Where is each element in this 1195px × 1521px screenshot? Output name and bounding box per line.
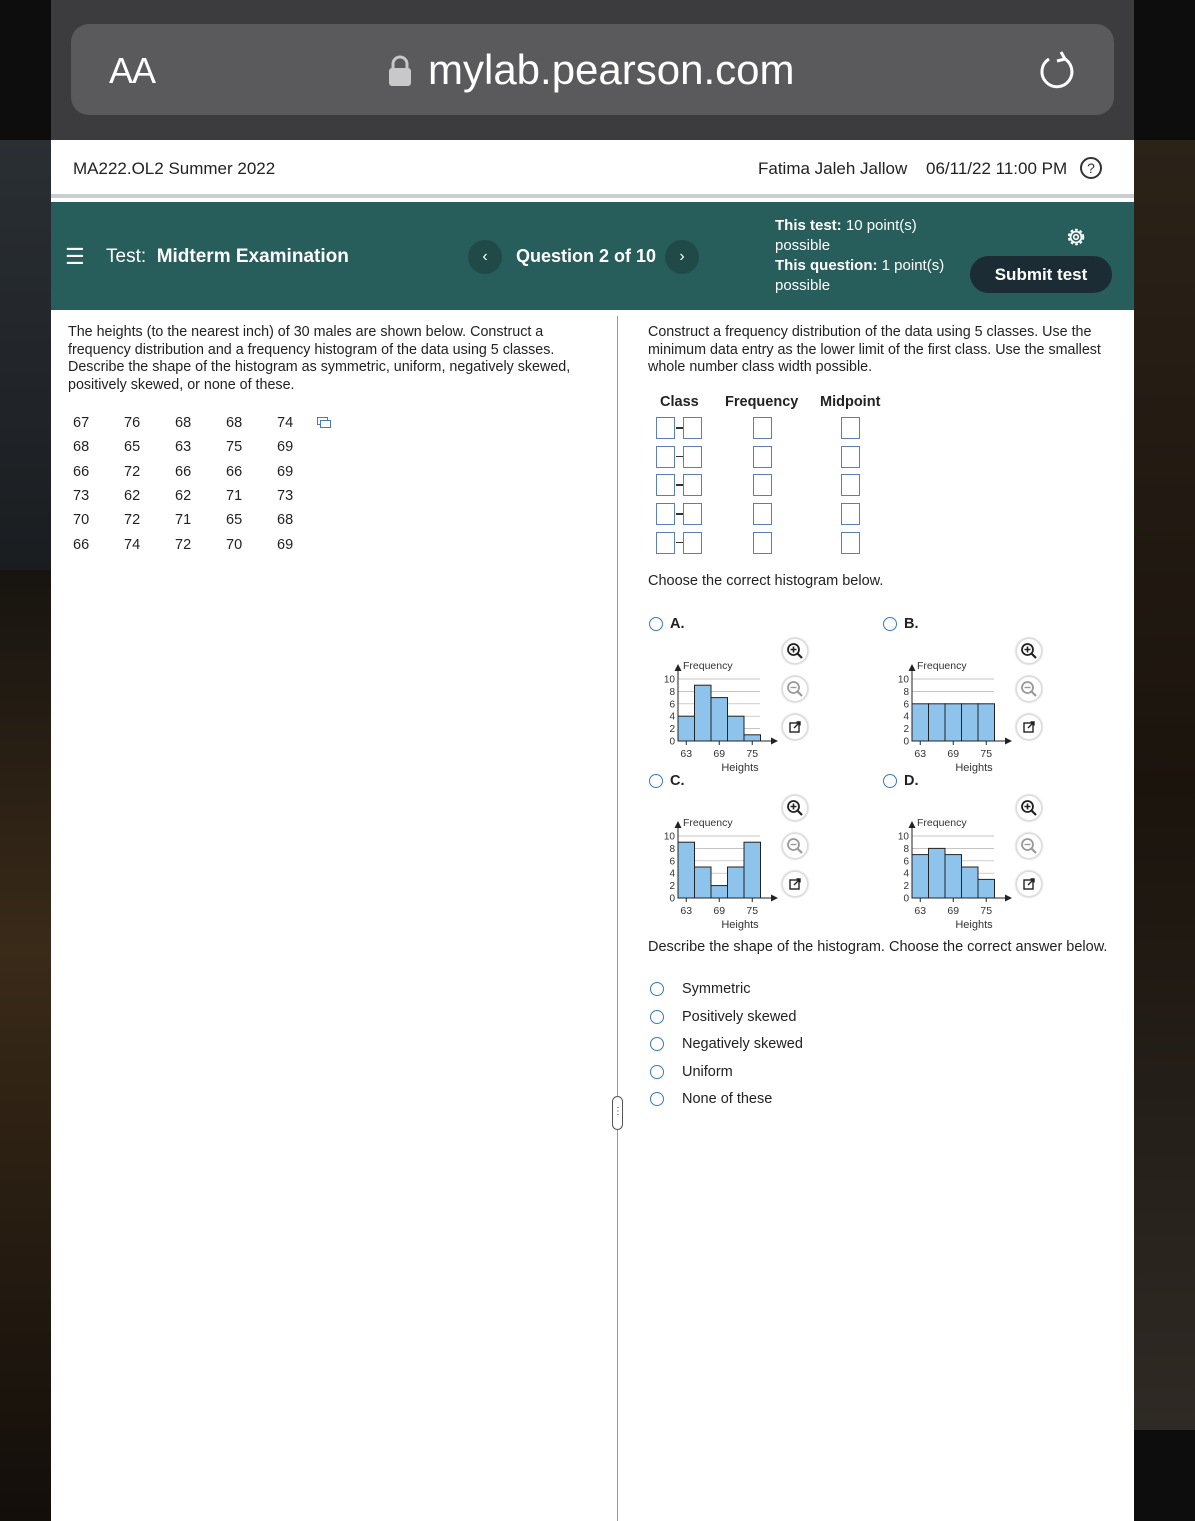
zoom-out-glyph (783, 834, 807, 858)
y-axis-arrow (909, 821, 916, 828)
zoom-out-icon[interactable] (1016, 833, 1042, 859)
histogram-bar (962, 867, 979, 898)
gear-icon[interactable] (1065, 226, 1087, 248)
frequency-header: Frequency (725, 394, 799, 410)
x-tick-label: 69 (947, 905, 960, 917)
data-cell: 74 (277, 415, 294, 432)
answer-label[interactable]: Positively skewed (682, 1008, 797, 1025)
address-bar[interactable] (71, 24, 1114, 115)
course-bar (51, 140, 1134, 198)
data-cell: 73 (73, 488, 90, 505)
next-question-button[interactable]: › (665, 240, 699, 274)
x-axis-arrow (1005, 738, 1012, 745)
class-lower-input[interactable] (656, 474, 675, 496)
chart-title: Frequency (917, 660, 967, 672)
popout-icon[interactable] (782, 871, 808, 897)
y-tick-label: 4 (903, 868, 909, 880)
histogram-bar (945, 855, 962, 898)
x-axis-label: Heights (721, 919, 759, 931)
frequency-instructions: Construct a frequency distribution of the data using 5 classes. Use the minimum data entry as the lower limit of the first class. Use the smallest whole number class width possible. (648, 324, 1101, 376)
y-tick-label: 4 (669, 711, 675, 723)
user-name: Fatima Jaleh Jallow (758, 159, 908, 178)
histogram-bar (678, 842, 695, 898)
histogram-bar (929, 848, 946, 898)
answer-label[interactable]: Uniform (682, 1063, 733, 1080)
histogram-bar (728, 716, 745, 741)
data-cell: 65 (124, 439, 141, 456)
y-tick-label: 4 (669, 868, 675, 880)
answer-label[interactable]: Negatively skewed (682, 1036, 803, 1053)
class-upper-input[interactable] (683, 532, 702, 554)
class-upper-input[interactable] (683, 503, 702, 525)
background-left-lower (0, 570, 51, 1521)
this-question-value: 1 point(s) possible (775, 257, 945, 294)
data-cell: 75 (226, 439, 243, 456)
x-tick-label: 75 (980, 905, 993, 917)
y-tick-label: 10 (663, 831, 675, 843)
histogram-option-radio[interactable] (649, 774, 663, 788)
help-icon[interactable]: ? (1080, 157, 1102, 179)
histogram-option-letter[interactable]: A. (670, 616, 685, 632)
x-tick-label: 63 (914, 748, 927, 760)
question-label[interactable]: Question 2 of 10 (516, 246, 657, 266)
class-header: Class (660, 394, 699, 410)
data-cell: 68 (175, 415, 192, 432)
data-cell: 71 (175, 512, 192, 529)
midpoint-input[interactable] (841, 532, 860, 554)
frequency-input[interactable] (753, 532, 772, 554)
frequency-input[interactable] (753, 417, 772, 439)
data-cell: 66 (73, 463, 90, 480)
data-cell: 68 (73, 439, 90, 456)
data-row (70, 412, 323, 434)
y-axis-arrow (675, 821, 682, 828)
data-row (70, 485, 323, 507)
data-row (70, 533, 323, 555)
popout-icon[interactable] (1016, 714, 1042, 740)
background-right (1134, 140, 1195, 1430)
x-axis-label: Heights (955, 762, 993, 774)
popout-icon[interactable] (1016, 871, 1042, 897)
histogram-bar (978, 704, 995, 741)
y-tick-label: 2 (669, 724, 675, 736)
zoom-in-icon[interactable] (782, 795, 808, 821)
zoom-out-glyph (1017, 834, 1041, 858)
histogram-bar (711, 886, 728, 898)
data-cell: 62 (124, 488, 141, 505)
y-tick-label: 0 (669, 736, 675, 748)
class-upper-input[interactable] (683, 474, 702, 496)
histogram-bar (711, 698, 728, 741)
popout-glyph (1017, 872, 1041, 896)
zoom-in-icon[interactable] (1016, 638, 1042, 664)
histogram-bar (744, 842, 761, 898)
histogram-option-letter[interactable]: B. (904, 616, 919, 632)
lock-icon (388, 55, 412, 87)
y-tick-label: 4 (903, 711, 909, 723)
histogram-chart (883, 633, 1013, 774)
x-tick-label: 75 (980, 748, 993, 760)
class-dash (676, 542, 683, 544)
answer-label[interactable]: Symmetric (682, 981, 751, 997)
zoom-out-icon[interactable] (782, 833, 808, 859)
datetime: 06/11/22 11:00 PM (926, 159, 1068, 178)
y-tick-label: 2 (903, 724, 909, 736)
midpoint-input[interactable] (841, 503, 860, 525)
data-cell: 69 (277, 439, 294, 456)
menu-icon[interactable]: ☰ (65, 244, 85, 269)
zoom-out-glyph (1017, 677, 1041, 701)
data-cell: 66 (175, 463, 192, 480)
page (51, 140, 1134, 1521)
zoom-in-icon[interactable] (1016, 795, 1042, 821)
test-title (106, 246, 349, 268)
data-cell: 70 (73, 512, 90, 529)
submit-test-button[interactable]: Submit test (970, 256, 1112, 293)
midpoint-input[interactable] (841, 474, 860, 496)
reload-icon[interactable] (1037, 50, 1077, 90)
histogram-option-letter[interactable]: D. (904, 773, 919, 789)
x-axis-arrow (1005, 895, 1012, 902)
data-cell: 65 (226, 512, 243, 529)
y-tick-label: 8 (903, 686, 909, 698)
popout-glyph (783, 715, 807, 739)
y-tick-label: 2 (903, 881, 909, 893)
answer-radio[interactable] (650, 1092, 664, 1106)
x-tick-label: 75 (746, 905, 759, 917)
y-tick-label: 8 (669, 843, 675, 855)
text-size-button[interactable]: AA (109, 50, 156, 91)
y-tick-label: 10 (897, 674, 909, 686)
chart-title: Frequency (917, 817, 967, 829)
data-row (70, 461, 323, 483)
answer-radio[interactable] (650, 1037, 664, 1051)
histogram-bar (945, 704, 962, 741)
describe-text: Describe the shape of the histogram. Choose the correct answer below. (648, 939, 1108, 955)
answer-label[interactable]: None of these (682, 1091, 773, 1108)
data-cell: 71 (226, 488, 243, 505)
histogram-bar (929, 704, 946, 741)
x-tick-label: 75 (746, 748, 759, 760)
x-axis-arrow (771, 895, 778, 902)
question-text: The heights (to the nearest inch) of 30 males are shown below. Construct a frequency distribution and a frequency histogram of the data using 5 classes. Describe the shape of the histogram as symmetric, uniform, negatively skewed, positively skewed, or none of these. (68, 324, 571, 393)
data-cell: 69 (277, 536, 294, 553)
data-cell: 63 (175, 439, 192, 456)
histogram-option-letter[interactable]: C. (670, 773, 685, 789)
data-cell: 72 (124, 463, 141, 480)
histogram-bar (912, 855, 929, 898)
midpoint-input[interactable] (841, 446, 860, 468)
zoom-in-glyph (1017, 639, 1041, 663)
histogram-bar (978, 879, 995, 898)
y-axis-arrow (675, 664, 682, 671)
pane-divider (617, 316, 618, 1521)
midpoint-header: Midpoint (820, 394, 881, 410)
data-cell: 73 (277, 488, 294, 505)
chart-title: Frequency (683, 817, 733, 829)
answer-radio[interactable] (650, 1065, 664, 1079)
y-tick-label: 8 (669, 686, 675, 698)
histogram-option-radio[interactable] (883, 617, 897, 631)
pane-resize-handle[interactable]: ⋮ (612, 1096, 623, 1130)
histogram-chart (883, 790, 1013, 931)
data-cell: 68 (277, 512, 294, 529)
choose-histogram-text: Choose the correct histogram below. (648, 573, 884, 589)
x-tick-label: 63 (914, 905, 927, 917)
class-dash (676, 456, 683, 458)
data-cell: 66 (73, 536, 90, 553)
chart-title: Frequency (683, 660, 733, 672)
popout-glyph (1017, 715, 1041, 739)
data-cell: 69 (277, 463, 294, 480)
y-tick-label: 8 (903, 843, 909, 855)
data-cell: 68 (226, 415, 243, 432)
histogram-bar (962, 704, 979, 741)
copy-data-icon[interactable] (317, 417, 331, 429)
this-question-label: This question: (775, 257, 878, 274)
frequency-input[interactable] (753, 474, 772, 496)
data-cell: 74 (124, 536, 141, 553)
this-test-label: This test: (775, 217, 842, 234)
class-lower-input[interactable] (656, 446, 675, 468)
y-tick-label: 10 (897, 831, 909, 843)
class-dash (676, 427, 683, 429)
browser-chrome (51, 0, 1134, 140)
y-tick-label: 6 (903, 856, 909, 868)
data-cell: 67 (73, 415, 90, 432)
url-text[interactable]: mylab.pearson.com (428, 46, 795, 93)
histogram-chart (649, 633, 779, 774)
class-upper-input[interactable] (683, 417, 702, 439)
class-upper-input[interactable] (683, 446, 702, 468)
y-tick-label: 10 (663, 674, 675, 686)
y-axis-arrow (909, 664, 916, 671)
histogram-bar (744, 735, 761, 741)
zoom-in-glyph (783, 639, 807, 663)
zoom-out-glyph (783, 677, 807, 701)
data-row (70, 436, 323, 458)
y-tick-label: 2 (669, 881, 675, 893)
frequency-input[interactable] (753, 503, 772, 525)
histogram-bar (912, 704, 929, 741)
histogram-option-radio[interactable] (883, 774, 897, 788)
class-dash (676, 484, 683, 486)
prev-question-button[interactable]: ‹ (468, 240, 502, 274)
class-lower-input[interactable] (656, 417, 675, 439)
y-tick-label: 6 (669, 856, 675, 868)
histogram-bar (695, 867, 712, 898)
answer-radio[interactable] (650, 1010, 664, 1024)
midpoint-input[interactable] (841, 417, 860, 439)
background-left (0, 140, 51, 570)
data-table (68, 410, 325, 558)
x-tick-label: 69 (713, 905, 726, 917)
histogram-chart (649, 790, 779, 931)
course-title: MA222.OL2 Summer 2022 (73, 159, 276, 178)
class-lower-input[interactable] (656, 532, 675, 554)
y-tick-label: 6 (903, 699, 909, 711)
histogram-bar (678, 716, 695, 741)
x-tick-label: 63 (680, 748, 693, 760)
y-tick-label: 0 (669, 893, 675, 905)
zoom-in-glyph (1017, 796, 1041, 820)
y-tick-label: 0 (903, 736, 909, 748)
x-tick-label: 69 (947, 748, 960, 760)
data-cell: 66 (226, 463, 243, 480)
class-lower-input[interactable] (656, 503, 675, 525)
zoom-out-icon[interactable] (1016, 676, 1042, 702)
test-name: Midterm Examination (156, 246, 349, 267)
data-cell: 76 (124, 415, 141, 432)
zoom-in-glyph (783, 796, 807, 820)
data-cell: 70 (226, 536, 243, 553)
test-prefix: Test: (106, 246, 147, 267)
popout-glyph (783, 872, 807, 896)
data-row (70, 509, 323, 531)
x-axis-label: Heights (721, 762, 759, 774)
test-bar (51, 202, 1134, 310)
zoom-in-icon[interactable] (782, 638, 808, 664)
points-info (775, 216, 955, 296)
x-tick-label: 69 (713, 748, 726, 760)
zoom-out-icon[interactable] (782, 676, 808, 702)
popout-icon[interactable] (782, 714, 808, 740)
x-axis-arrow (771, 738, 778, 745)
frequency-input[interactable] (753, 446, 772, 468)
y-tick-label: 0 (903, 893, 909, 905)
histogram-bar (695, 685, 712, 741)
class-dash (676, 513, 683, 515)
x-tick-label: 63 (680, 905, 693, 917)
x-axis-label: Heights (955, 919, 993, 931)
data-cell: 72 (175, 536, 192, 553)
this-test-value: 10 point(s) possible (775, 217, 917, 254)
y-tick-label: 6 (669, 699, 675, 711)
histogram-bar (728, 867, 745, 898)
answer-radio[interactable] (650, 982, 664, 996)
data-cell: 62 (175, 488, 192, 505)
data-cell: 72 (124, 512, 141, 529)
histogram-option-radio[interactable] (649, 617, 663, 631)
